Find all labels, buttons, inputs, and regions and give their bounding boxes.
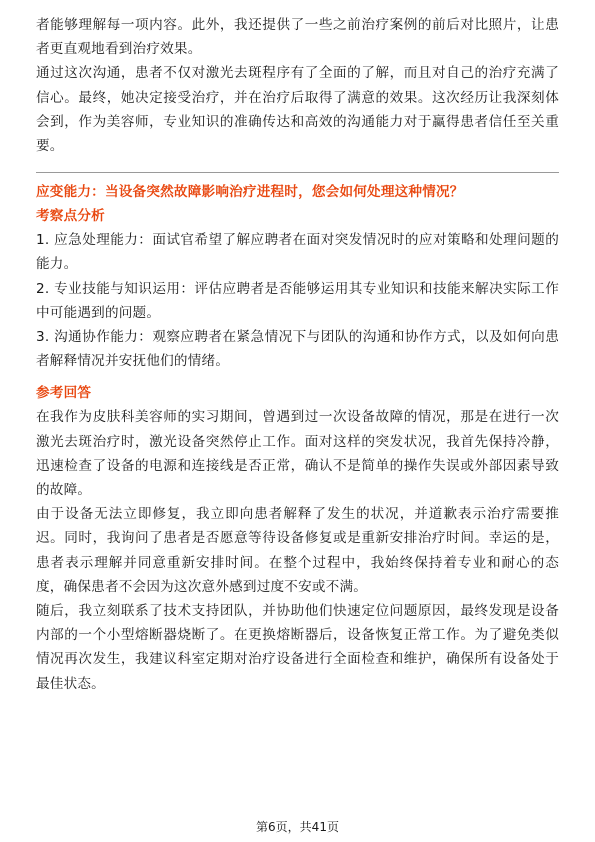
analysis-item: 1. 应急处理能力：面试官希望了解应聘者在面对突发情况时的应对策略和处理问题的能力。 bbox=[36, 232, 559, 273]
reference-paragraph: 随后，我立刻联系了技术支持团队，并协助他们快速定位问题原因，最终发现是设备内部的一个小型熔断器烧断了。在更换熔断器后，设备恢复正常工作。为了避免类似情况再次发生，我建议科室定期对治疗设备进行全面检查和维护，确保所有设备处于最佳状态。 bbox=[36, 603, 559, 692]
question-heading: 应变能力：当设备突然故障影响治疗进程时，您会如何处理这种情况？ bbox=[36, 184, 464, 201]
reference-paragraph: 由于设备无法立即修复，我立即向患者解释了发生的状况，并道歉表示治疗需要推迟。同时，我询问了患者是否愿意等待设备修复或是重新安排治疗时间。幸运的是，患者表示理解并同意重新安排时间。在整个过程中，我始终保持着专业和耐心的态度，确保患者不会因为这次意外感到过度不安或不满。 bbox=[36, 506, 559, 595]
reference-heading: 参考回答 bbox=[36, 385, 92, 402]
intro-paragraph: 通过这次沟通，患者不仅对激光去斑程序有了全面的了解，而且对自己的治疗充满了信心。最终，她决定接受治疗，并在治疗后取得了满意的效果。这次经历让我深刻体会到，作为美容师，专业知识的准确传达和高效的沟通能力对于赢得患者信任至关重要。 bbox=[36, 65, 559, 155]
intro-paragraph: 者能够理解每一项内容。此外，我还提供了一些之前治疗案例的前后对比照片，让患者更直观地看到治疗效果。 bbox=[36, 17, 559, 58]
document-page bbox=[36, 13, 559, 696]
section-divider bbox=[36, 172, 559, 173]
page-number-footer: 第6页，共41页 bbox=[256, 820, 339, 834]
reference-paragraph: 在我作为皮肤科美容师的实习期间，曾遇到过一次设备故障的情况，那是在进行一次激光去斑治疗时，激光设备突然停止工作。面对这样的突发状况，我首先保持冷静，迅速检查了设备的电源和连接线是否正常，确认不是简单的操作失误或外部因素导致的故障。 bbox=[36, 409, 559, 499]
analysis-item: 3. 沟通协作能力：观察应聘者在紧急情况下与团队的沟通和协作方式，以及如何向患者解释情况并安抚他们的情绪。 bbox=[36, 329, 559, 370]
analysis-heading: 考察点分析 bbox=[36, 208, 105, 225]
analysis-item: 2. 专业技能与知识运用：评估应聘者是否能够运用其专业知识和技能来解决实际工作中可能遇到的问题。 bbox=[36, 280, 559, 321]
